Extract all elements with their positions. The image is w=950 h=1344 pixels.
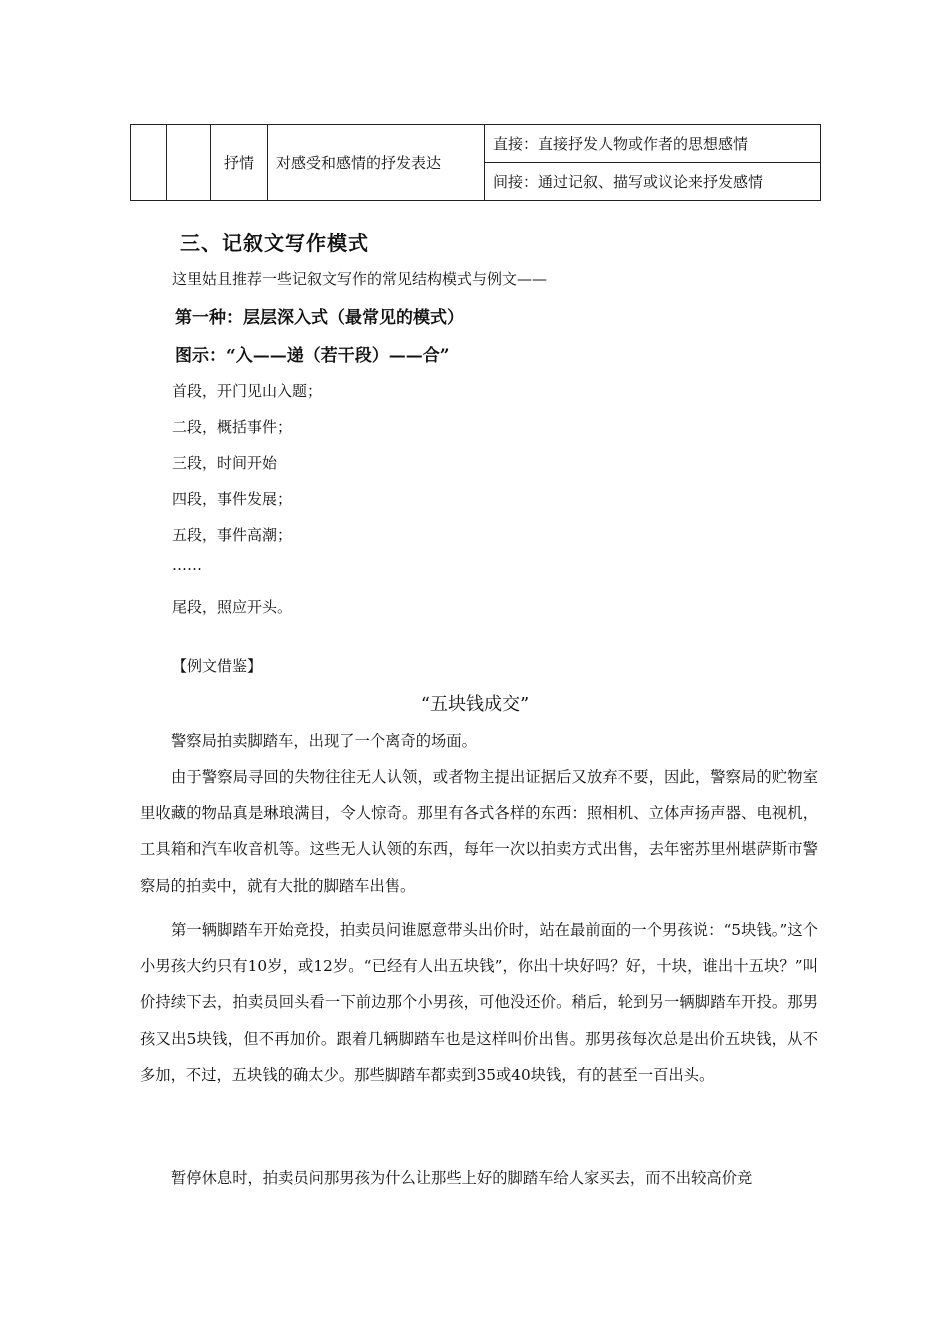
table-cell-blank: [131, 125, 167, 201]
section-heading: 三、记叙文写作模式: [180, 231, 369, 255]
step-item: 尾段，照应开头。: [172, 598, 293, 616]
step-item: 四段，事件发展；: [172, 490, 293, 508]
table-label-cell: 抒情: [211, 125, 268, 201]
diagram-caption: 图示：“入——递（若干段）——合”: [175, 346, 450, 366]
essay-paragraph: 第一辆脚踏车开始竞投，拍卖员问谁愿意带头出价时，站在最前面的一个男孩说：“5块钱。”这个小男孩大约只有10岁，或12岁。“已经有人出五块钱”，你出十块好吗？好，十块，谁出十五块？”叫价持续下去，拍卖员回头看一下前边那个小男孩，可他没还价。稍后，轮到另一辆脚踏车开投。那男孩又出5块钱，但不再加价。跟着几辆脚踏车也是这样叫价出售。那男孩每次总是出价五块钱，从不多加，不过，五块钱的确太少。那些脚踏车都卖到35或40块钱，有的甚至一百出头。: [140, 921, 818, 1084]
table-definition-cell: 对感受和感情的抒发表达: [268, 125, 485, 201]
step-item: 三段，时间开始: [172, 454, 278, 472]
example-label: 【例文借鉴】: [172, 657, 263, 675]
intro-text: 这里姑且推荐一些记叙文写作的常见结构模式与例文——: [172, 270, 548, 288]
mode-title: 第一种：层层深入式（最常见的模式）: [175, 308, 464, 328]
step-item: 二段，概括事件；: [172, 418, 293, 436]
step-item: 五段，事件高潮；: [172, 526, 293, 544]
table-item-indirect: 间接：通过记叙、描写或议论来抒发感情: [485, 163, 821, 201]
table-item-direct: 直接：直接抒发人物或作者的思想感情: [485, 125, 821, 163]
essay-title: “五块钱成交”: [420, 694, 530, 715]
essay-paragraph: 警察局拍卖脚踏车，出现了一个离奇的场面。: [171, 732, 477, 750]
table-row: [131, 125, 821, 163]
essay-paragraph: 暂停休息时，拍卖员问那男孩为什么让那些上好的脚踏车给人家买去，而不出较高价竞: [171, 1169, 753, 1187]
table-cell-blank: [167, 125, 211, 201]
step-item: ……: [172, 556, 202, 574]
expression-methods-table: [130, 124, 821, 201]
essay-paragraph: 由于警察局寻回的失物往往无人认领，或者物主提出证据后又放弃不要，因此，警察局的贮物室里收藏的物品真是琳琅满目，令人惊奇。那里有各式各样的东西：照相机、立体声扬声器、电视机，工具箱和汽车收音机等。这些无人认领的东西，每年一次以拍卖方式出售，去年密苏里州堪萨斯市警察局的拍卖中，就有大批的脚踏车出售。: [140, 768, 818, 895]
step-item: 首段，开门见山入题；: [172, 382, 323, 400]
